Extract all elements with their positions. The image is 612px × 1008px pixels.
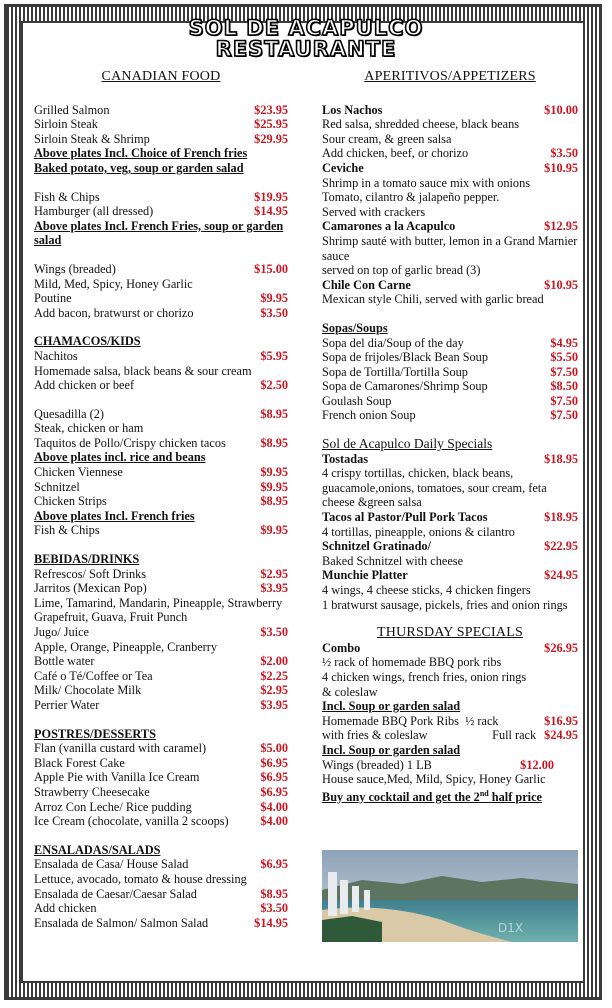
item-name: Add bacon, bratwurst or chorizo <box>34 305 194 320</box>
item-price: $6.95 <box>260 857 288 872</box>
item-description: House sauce,Med, Mild, Spicy, Honey Garlic <box>322 772 546 787</box>
promo-text-main: Buy any cocktail and get the 2 <box>322 789 480 804</box>
item-price: $8.95 <box>260 406 288 421</box>
menu-item <box>34 407 288 422</box>
item-name: Ensalada de Casa/ House Salad <box>34 857 189 872</box>
item-description: Grapefruit, Guava, Fruit Punch <box>34 610 188 625</box>
menu-item <box>322 408 578 423</box>
right-column <box>322 70 578 804</box>
item-price: $14.95 <box>254 204 288 219</box>
menu-item <box>34 800 288 815</box>
item-name: Sopa de Camarones/Shrimp Soup <box>322 379 488 394</box>
restaurant-name: SOL DE ACAPULCO <box>188 16 424 40</box>
item-price: $24.95 <box>544 568 578 583</box>
item-price: $2.95 <box>260 566 288 581</box>
menu-item <box>34 436 288 451</box>
item-price: $26.95 <box>544 640 578 655</box>
menu-item <box>34 683 288 698</box>
item-price: $3.95 <box>260 697 288 712</box>
item-name: Taquitos de Pollo/Crispy chicken tacos <box>34 435 226 450</box>
item-price: $2.00 <box>260 654 288 669</box>
item-description: 1 bratwurst sausage, pickels, fries and onion rings <box>322 597 568 612</box>
item-price: $9.95 <box>260 465 288 480</box>
item-description: & coleslaw <box>322 684 378 699</box>
item-name: Sopa de Tortilla/Tortilla Soup <box>322 364 468 379</box>
item-price: $9.95 <box>260 479 288 494</box>
item-name: Chile Con Carne <box>322 277 411 292</box>
item-description: 4 crispy tortillas, chicken, black beans, guacamole,onions, tomatoes, sour cream, feta cheese &green salsa <box>322 466 547 510</box>
item-description: Apple, Orange, Pineapple, Cranberry <box>34 639 218 654</box>
menu-item <box>34 349 288 364</box>
item-name: Café o Té/Coffee or Tea <box>34 668 153 683</box>
item-name: Los Nachos <box>322 102 383 117</box>
item-price: $2.95 <box>260 683 288 698</box>
item-name: Homemade BBQ Pork Ribs ½ rack <box>322 713 499 728</box>
item-price: $3.50 <box>260 305 288 320</box>
item-name: Schnitzel <box>34 479 80 494</box>
section-title-soups: Sopas/Soups <box>322 320 388 335</box>
item-name: Schnitzel Gratinado/ <box>322 539 431 554</box>
menu-item <box>322 641 578 656</box>
menu-item <box>322 379 578 394</box>
item-price: $18.95 <box>544 451 578 466</box>
item-price: $8.50 <box>550 379 578 394</box>
item-name: Camarones a la Acapulco <box>322 219 456 234</box>
section-title-drinks: BEBIDAS/DRINKS <box>34 552 140 567</box>
item-price: $9.95 <box>260 291 288 306</box>
item-price: $29.95 <box>254 131 288 146</box>
menu-item <box>34 523 288 538</box>
menu-item <box>34 306 288 321</box>
item-price: $23.95 <box>254 102 288 117</box>
item-name: Goulash Soup <box>322 393 392 408</box>
item-price: $9.95 <box>260 523 288 538</box>
item-name: Munchie Platter <box>322 568 408 583</box>
item-variant: Full rack <box>492 728 537 743</box>
item-price: $8.95 <box>260 435 288 450</box>
menu-item <box>34 378 288 393</box>
menu-item <box>34 814 288 829</box>
item-name: Nachitos <box>34 348 78 363</box>
menu-item <box>34 887 288 902</box>
item-name: Chicken Viennese <box>34 465 123 480</box>
menu-item <box>322 146 578 161</box>
item-description: Steak, chicken or ham <box>34 421 144 436</box>
item-name: Poutine <box>34 291 72 306</box>
item-name: Fish & Chips <box>34 523 100 538</box>
item-description: served on top of garlic bread (3) <box>322 263 481 278</box>
item-price: $7.50 <box>550 408 578 423</box>
item-price: $12.95 <box>544 219 578 234</box>
item-name: Sirloin Steak <box>34 117 98 132</box>
item-name: Arroz Con Leche/ Rice pudding <box>34 799 192 814</box>
menu-item <box>322 758 578 773</box>
menu-note: Incl. Soup or garden salad <box>322 699 461 714</box>
item-price: $6.95 <box>260 784 288 799</box>
item-description: Tomato, cilantro & jalapeño pepper. <box>322 190 500 205</box>
item-name: Jugo/ Juice <box>34 625 89 639</box>
menu-item <box>34 103 288 118</box>
item-description: Shrimp sauté with butter, lemon in a Grand Marnier sauce <box>322 233 578 263</box>
menu-note: Baked potato, veg, soup or garden salad <box>34 160 244 175</box>
section-title-appetizers: APERITIVOS/APPETIZERS <box>364 69 536 84</box>
menu-item <box>322 452 578 467</box>
item-name: Add chicken or beef <box>34 378 135 393</box>
item-name: Jarritos (Mexican Pop) <box>34 581 147 596</box>
item-description: Lettuce, avocado, tomato & house dressing <box>34 871 247 886</box>
item-name: French onion Soup <box>322 408 416 423</box>
menu-item <box>34 698 288 713</box>
menu-item <box>34 190 288 205</box>
promo-superscript: nd <box>479 788 489 798</box>
menu-item <box>34 770 288 785</box>
item-description: Lime, Tamarind, Mandarin, Pineapple, Strawberry <box>34 595 283 610</box>
item-price: $8.95 <box>260 886 288 901</box>
item-price: $6.95 <box>260 755 288 770</box>
item-price: $3.50 <box>550 146 578 161</box>
item-price: $15.00 <box>254 261 288 276</box>
section-title-thursday: THURSDAY SPECIALS <box>377 625 523 641</box>
menu-item <box>34 132 288 147</box>
item-description: ½ rack of homemade BBQ pork ribs <box>322 655 502 670</box>
item-price: $2.50 <box>260 378 288 393</box>
item-description: 4 tortillas, pineapple, onions & cilantro <box>322 524 515 539</box>
menu-item <box>34 480 288 495</box>
item-name: Sirloin Steak & Shrimp <box>34 131 150 146</box>
item-name: Refrescos/ Soft Drinks <box>34 566 147 581</box>
menu-item <box>322 278 578 293</box>
item-price: $14.95 <box>254 915 288 930</box>
item-description: Baked Schnitzel with cheese <box>322 553 464 568</box>
menu-item <box>34 204 288 219</box>
menu-item <box>34 756 288 771</box>
promo-text <box>322 787 578 805</box>
item-price: $22.95 <box>544 539 578 554</box>
menu-item <box>34 291 288 306</box>
item-description: Served with crackers <box>322 204 426 219</box>
item-name: Tacos al Pastor/Pull Pork Tacos <box>322 510 488 525</box>
section-title-canadian: CANADIAN FOOD <box>101 69 221 84</box>
bay-landscape-image <box>322 850 578 942</box>
menu-item <box>34 654 288 669</box>
item-name: Wings (breaded) 1 LB <box>322 757 432 772</box>
item-price: $5.50 <box>550 350 578 365</box>
item-price: $4.95 <box>550 335 578 350</box>
menu-item <box>34 567 288 582</box>
menu-item <box>322 161 578 176</box>
menu-item <box>322 350 578 365</box>
menu-item <box>34 785 288 800</box>
menu-item <box>34 465 288 480</box>
menu-item <box>34 581 288 596</box>
item-price: $16.95 <box>544 713 578 728</box>
item-price: $7.50 <box>550 393 578 408</box>
menu-item <box>34 262 288 277</box>
item-price: $5.95 <box>260 348 288 363</box>
item-name: Ensalada de Caesar/Caesar Salad <box>34 886 197 901</box>
menu-item <box>34 901 288 916</box>
item-name: Chicken Strips <box>34 494 107 509</box>
menu-item <box>322 365 578 380</box>
item-name: Strawberry Cheesecake <box>34 784 150 799</box>
item-name: Ice Cream (chocolate, vanilla 2 scoops) <box>34 814 229 829</box>
left-column <box>34 70 288 930</box>
menu-item <box>322 103 578 118</box>
item-name: Flan (vanilla custard with caramel) <box>34 741 207 756</box>
restaurant-subtitle: RESTAURANTE <box>215 37 397 61</box>
item-price: $7.50 <box>550 364 578 379</box>
item-price: $25.95 <box>254 117 288 132</box>
item-price: $24.95 <box>544 728 578 743</box>
item-price: $6.95 <box>260 770 288 785</box>
item-price: $18.95 <box>544 510 578 525</box>
item-price: $10.95 <box>544 277 578 292</box>
item-name: Perrier Water <box>34 697 100 712</box>
menu-item <box>34 117 288 132</box>
menu-item <box>322 568 578 583</box>
item-name: Tostadas <box>322 451 369 466</box>
item-name: Black Forest Cake <box>34 755 125 770</box>
item-price: $5.00 <box>260 741 288 756</box>
item-description: Sour cream, & green salsa <box>322 131 452 146</box>
item-name: Add chicken <box>34 901 97 916</box>
item-name: Bottle water <box>34 654 95 669</box>
item-price: $4.00 <box>260 799 288 814</box>
item-price: $19.95 <box>254 189 288 204</box>
menu-item <box>322 728 578 743</box>
item-price: $3.50 <box>260 625 288 639</box>
item-description: Homemade salsa, black beans & sour cream <box>34 363 252 378</box>
item-description: Mild, Med, Spicy, Honey Garlic <box>34 276 193 291</box>
menu-item <box>322 394 578 409</box>
item-name: Sopa de frijoles/Black Bean Soup <box>322 350 488 365</box>
menu-item <box>322 539 578 554</box>
photo-watermark: D1X <box>498 921 524 935</box>
menu-item <box>322 336 578 351</box>
section-title-desserts: POSTRES/DESSERTS <box>34 726 156 741</box>
item-name: Hamburger (all dressed) <box>34 204 154 219</box>
menu-note: Above plates Incl. French fries <box>34 508 195 523</box>
item-description: Shrimp in a tomato sauce mix with onions <box>322 175 531 190</box>
item-price: $2.25 <box>260 668 288 683</box>
item-name: Add chicken, beef, or chorizo <box>322 146 469 161</box>
acapulco-bay-photo <box>322 850 578 942</box>
menu-note: Above plates Incl. Choice of French fries <box>34 146 248 161</box>
restaurant-header <box>0 18 612 60</box>
section-title-salads: ENSALADAS/SALADS <box>34 842 161 857</box>
menu-item <box>34 916 288 931</box>
item-name: Wings (breaded) <box>34 261 116 276</box>
item-price: $10.95 <box>544 160 578 175</box>
item-description: 4 wings, 4 cheese sticks, 4 chicken fingers <box>322 583 531 597</box>
item-name: Apple Pie with Vanilla Ice Cream <box>34 770 200 785</box>
item-name: Quesadilla (2) <box>34 406 104 421</box>
menu-note: Above plates incl. rice and beans <box>34 450 206 465</box>
item-description: 4 chicken wings, french fries, onion rings <box>322 669 527 684</box>
item-name: Ceviche <box>322 160 364 175</box>
item-name: Combo <box>322 640 361 655</box>
section-title-daily-specials: Sol de Acapulco Daily Specials <box>322 436 493 452</box>
item-name: Sopa del dia/Soup of the day <box>322 335 464 350</box>
menu-note: Incl. Soup or garden salad <box>322 742 461 757</box>
section-title-kids: CHAMACOS/KIDS <box>34 334 141 349</box>
promo-text-end: half price <box>488 789 543 804</box>
menu-note: Above plates Incl. French Fries, soup or garden salad <box>34 218 284 248</box>
item-name: with fries & coleslaw <box>322 728 428 743</box>
item-description: Red salsa, shredded cheese, black beans <box>322 117 520 132</box>
item-name: Grilled Salmon <box>34 102 110 117</box>
item-price: $3.50 <box>260 901 288 916</box>
item-name: Milk/ Chocolate Milk <box>34 683 142 698</box>
menu-item <box>322 714 578 729</box>
item-price: $12.00 <box>520 757 554 772</box>
item-name: Ensalada de Salmon/ Salmon Salad <box>34 915 209 930</box>
menu-item <box>34 625 288 640</box>
menu-item <box>322 219 578 234</box>
menu-item <box>322 510 578 525</box>
menu-item <box>34 857 288 872</box>
item-price: $8.95 <box>260 494 288 509</box>
item-price: $3.95 <box>260 581 288 596</box>
item-price: $4.00 <box>260 814 288 829</box>
item-name: Fish & Chips <box>34 189 100 204</box>
item-price: $10.00 <box>544 102 578 117</box>
menu-item <box>34 494 288 509</box>
menu-item <box>34 741 288 756</box>
item-description: Mexican style Chili, served with garlic bread <box>322 292 544 307</box>
menu-item <box>34 669 288 684</box>
